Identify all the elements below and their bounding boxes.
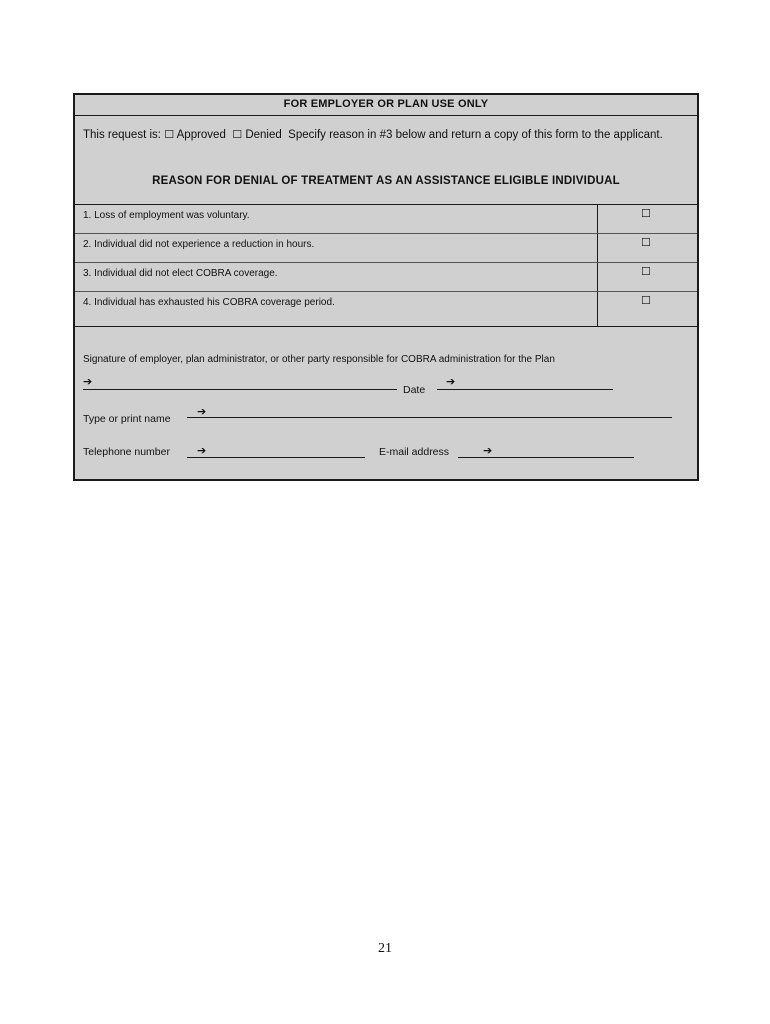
name-field[interactable] <box>187 417 672 418</box>
denied-checkbox[interactable]: ☐ <box>232 128 243 141</box>
denied-label: Denied <box>245 129 282 141</box>
request-instruction: Specify reason in #3 below and return a copy of this form to the applicant. <box>288 129 663 141</box>
date-label: Date <box>403 384 426 396</box>
email-label: E-mail address <box>379 446 450 458</box>
reason-text: 3. Individual did not elect COBRA coverage. <box>83 268 278 279</box>
phone-label: Telephone number <box>83 446 170 458</box>
denial-heading: REASON FOR DENIAL OF TREATMENT AS AN ASSISTANCE ELIGIBLE INDIVIDUAL <box>152 175 620 187</box>
arrow-icon: ➔ <box>446 375 456 388</box>
email-field[interactable] <box>458 457 634 458</box>
arrow-icon: ➔ <box>483 444 493 457</box>
reason-row <box>75 233 697 262</box>
reason-row <box>75 204 697 233</box>
name-label: Type or print name <box>83 413 171 425</box>
approved-label: Approved <box>176 129 226 141</box>
signature-field[interactable] <box>83 389 397 390</box>
form-title: FOR EMPLOYER OR PLAN USE ONLY <box>283 98 489 110</box>
approved-checkbox[interactable]: ☐ <box>164 128 175 141</box>
request-status-line <box>83 126 677 144</box>
divider <box>75 115 697 116</box>
reason-checkbox[interactable]: ☐ <box>641 294 651 307</box>
reason-row <box>75 262 697 291</box>
reason-text: 2. Individual did not experience a reduction in hours. <box>83 239 315 250</box>
phone-field[interactable] <box>187 457 365 458</box>
request-prefix: This request is: <box>83 129 161 141</box>
reason-text: 1. Loss of employment was voluntary. <box>83 210 250 221</box>
arrow-icon: ➔ <box>197 405 207 418</box>
reason-checkbox[interactable]: ☐ <box>641 207 651 220</box>
reason-row <box>75 291 697 320</box>
reason-checkbox[interactable]: ☐ <box>641 265 651 278</box>
reason-text: 4. Individual has exhausted his COBRA coverage period. <box>83 297 335 308</box>
date-field[interactable] <box>437 389 613 390</box>
reason-checkbox[interactable]: ☐ <box>641 236 651 249</box>
arrow-icon: ➔ <box>197 444 207 457</box>
divider <box>75 326 697 327</box>
arrow-icon: ➔ <box>83 375 93 388</box>
signature-label: Signature of employer, plan administrator, or other party responsible for COBRA administration for the Plan <box>83 354 555 365</box>
employer-use-form <box>73 93 699 481</box>
page-number: 21 <box>378 941 392 956</box>
